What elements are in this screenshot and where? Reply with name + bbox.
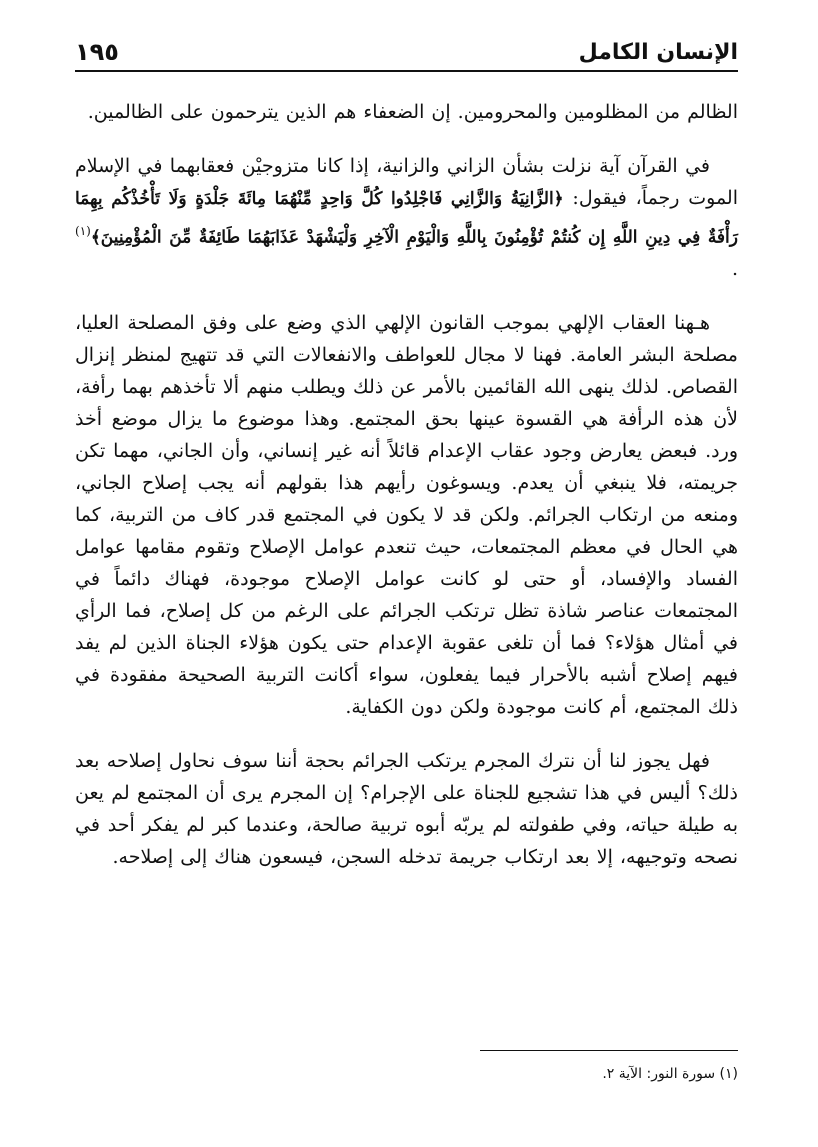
page-number: ١٩٥ bbox=[75, 38, 119, 66]
paragraph-2 bbox=[75, 150, 738, 285]
paragraph-3: هـهنا العقاب الإلهي بموجب القانون الإلهي الذي وضع على وفق المصلحة العليا، مصلحة البشر العامة. فهنا لا مجال للعواطف والانفعالات التي قد تتهيج لمنظر إنزال القصاص. لذلك ينهى الله القائمين بالأمر عن ذلك ويطلب منهم ألا تأخذهم بهما رأفة، لأن هذه الرأفة هي القسوة عينها بحق المجتمع. وهذا موضوع ما يزال موضع أخذ ورد. فبعض يعارض وجود عقاب الإعدام قائلاً أنه غير إنساني، وأن الجاني، مهما تكن جريمته، فلا ينبغي أن يعدم. ويسوغون رأيهم هذا بقولهم أنه يجب إصلاح الجاني، ومنعه من ارتكاب الجرائم. ولكن قد لا يكون في المجتمع قدر كاف من التربية، كما هي الحال في معظم المجتمعات، حيث تنعدم عوامل الإصلاح وتقوم مقامها عوامل الفساد والإفساد، أو حتى لو كانت عوامل الإصلاح موجودة، فهناك دائماً في المجتمعات عناصر شاذة تظل ترتكب الجرائم على الرغم من كل إصلاح، فما الرأي في أمثال هؤلاء؟ فما أن تلغى عقوبة الإعدام حتى يكون هؤلاء الجناة الذين لم يفد فيهم إصلاح أشبه بالأحرار فيما يفعلون، سواء أكانت التربية الصحيحة مفقودة في ذلك المجتمع، أم كانت موجودة ولكن دون الكفاية. bbox=[75, 312, 738, 719]
footnote: (١) سورة النور: الآية ٢. bbox=[602, 1066, 738, 1082]
footnote-rule bbox=[480, 1050, 738, 1051]
paragraph-1: الظالم من المظلومين والمحرومين. إن الضعفاء هم الذين يترحمون على الظالمين. bbox=[87, 101, 738, 123]
footnote-marker: (١) bbox=[75, 224, 91, 238]
quran-verse: ﴿الزَّانِيَةُ وَالزَّانِي فَاجْلِدُوا كُلَّ وَاحِدٍ مِّنْهُمَا مِائَةَ جَلْدَةٍ وَلَا تَأْخُذْكُم بِهِمَا رَأْفَةٌ فِي دِينِ اللَّهِ إِن كُنتُمْ تُؤْمِنُونَ بِاللَّهِ وَالْيَوْمِ الْآخِرِ وَلْيَشْهَدْ عَذَابَهُمَا طَائِفَةٌ مِّنَ الْمُؤْمِنِينَ﴾ bbox=[75, 189, 738, 248]
running-header bbox=[75, 28, 738, 70]
paragraph-2-end: . bbox=[731, 258, 738, 281]
body-text bbox=[75, 96, 738, 895]
book-title: الإنسان الكامل bbox=[578, 40, 738, 65]
paragraph-4: فهل يجوز لنا أن نترك المجرم يرتكب الجرائم بحجة أننا سوف نحاول إصلاحه بعد ذلك؟ أليس في هذا تشجيع للجناة على الإجرام؟ إن المجرم يرى أن المجتمع لم يعن به طيلة حياته، وفي طفولته لم يربّه أبوه تربية صالحة، وعندما كبر لم يفكر أحد في نصحه وتوجيهه، إلا بعد ارتكاب جريمة تدخله السجن، فيسعون هناك إلى إصلاحه. bbox=[75, 750, 738, 869]
paragraph-2-intro: في القرآن آية نزلت بشأن الزاني والزانية، إذا كانا متزوجيْن فعقابهما في الإسلام الموت رجماً، فيقول: bbox=[75, 155, 738, 209]
header-rule bbox=[75, 70, 738, 72]
